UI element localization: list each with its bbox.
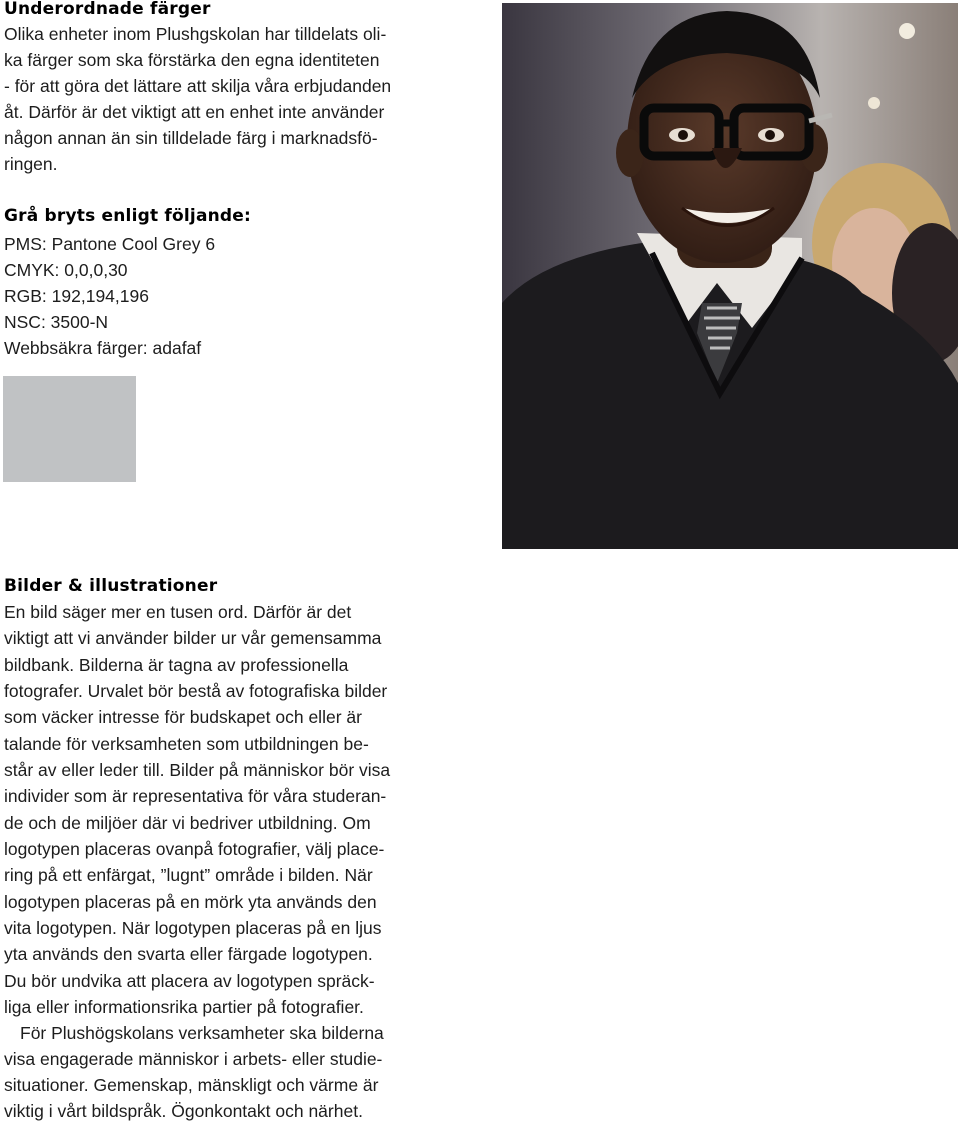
colors-text-line: någon annan än sin tilldelade färg i marknadsfö- [4, 128, 378, 148]
images-paragraph2-line: visa engagerade människor i arbets- eller studie- [4, 1049, 383, 1069]
images-text-line: logotypen placeras på en mörk yta används den [4, 892, 377, 912]
images-text-line: En bild säger mer en tusen ord. Därför är det [4, 602, 352, 622]
images-text-line: viktigt att vi använder bilder ur vår gemensamma [4, 628, 382, 648]
section-heading-colors: Underordnade färger [4, 0, 211, 19]
images-text-line: liga eller informationsrika partier på fotografier. [4, 997, 364, 1017]
colors-text-line: ringen. [4, 154, 58, 174]
images-paragraph2-line: För Plushögskolans verksamheter ska bilderna [20, 1023, 384, 1043]
colors-text-line: åt. Därför är det viktigt att en enhet inte använder [4, 102, 385, 122]
images-paragraph2-line: viktig i vårt bildspråk. Ögonkontakt och närhet. [4, 1101, 363, 1121]
portrait-photo [502, 3, 958, 549]
images-text-line: står av eller leder till. Bilder på människor bör visa [4, 760, 391, 780]
images-text-line: logotypen placeras ovanpå fotografier, välj place- [4, 839, 385, 859]
images-text-line: individer som är representativa för våra studeran- [4, 786, 387, 806]
grey-spec-heading: Grå bryts enligt följande: [4, 206, 252, 226]
grey-spec-nsc: NSC: 3500-N [4, 312, 109, 332]
grey-color-swatch [3, 376, 136, 482]
images-text-line: som väcker intresse för budskapet och eller är [4, 707, 362, 727]
grey-spec-pms: PMS: Pantone Cool Grey 6 [4, 234, 216, 254]
section-heading-images: Bilder & illustrationer [4, 576, 218, 596]
images-text-line: talande för verksamheten som utbildningen be- [4, 734, 369, 754]
grey-spec-cmyk: CMYK: 0,0,0,30 [4, 260, 128, 280]
images-text-line: Du bör undvika att placera av logotypen spräck- [4, 971, 375, 991]
grey-spec-rgb: RGB: 192,194,196 [4, 286, 149, 306]
images-text-line: de och de miljöer där vi bedriver utbildning. Om [4, 813, 371, 833]
images-text-line: yta används den svarta eller färgade logotypen. [4, 944, 373, 964]
colors-text-line: ka färger som ska förstärka den egna identiteten [4, 50, 380, 70]
colors-text-line: Olika enheter inom Plushgskolan har tilldelats oli- [4, 24, 387, 44]
images-text-line: ring på ett enfärgat, ”lugnt” område i bilden. När [4, 865, 373, 885]
colors-text-line: - för att göra det lättare att skilja våra erbjudanden [4, 76, 392, 96]
images-text-line: vita logotypen. När logotypen placeras på en ljus [4, 918, 382, 938]
images-text-line: fotografer. Urvalet bör bestå av fotografiska bilder [4, 681, 388, 701]
images-paragraph2-line: situationer. Gemenskap, mänskligt och värme är [4, 1075, 379, 1095]
grey-spec-web: Webbsäkra färger: adafaf [4, 338, 202, 358]
images-text-line: bildbank. Bilderna är tagna av professionella [4, 655, 349, 675]
